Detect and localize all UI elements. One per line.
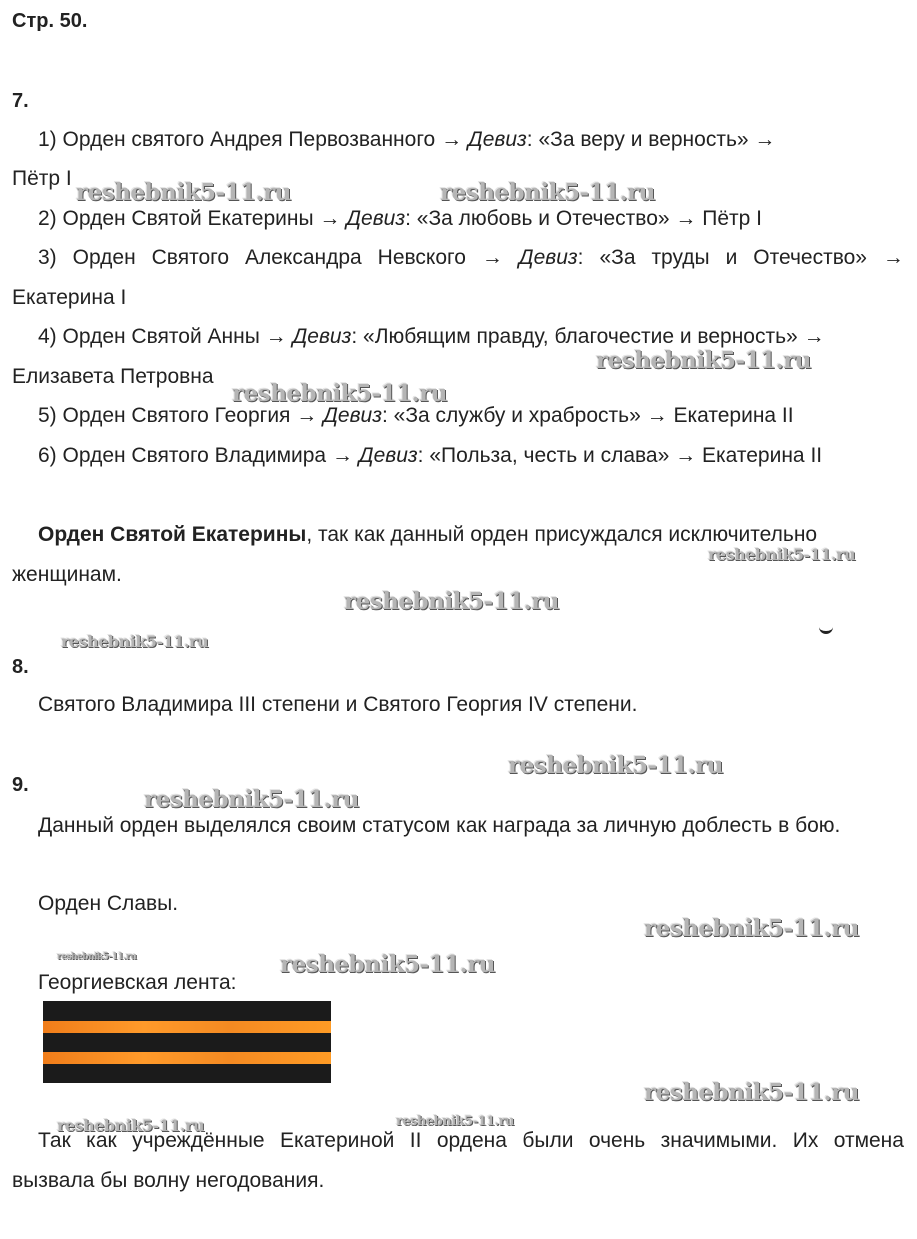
founder: Екатерина II xyxy=(701,444,823,467)
order-word: Орден xyxy=(72,246,136,269)
motto-label: Девиз xyxy=(358,444,418,467)
watermark: reshebnik5-11.ru xyxy=(440,179,655,206)
task-7-answer xyxy=(38,522,817,548)
task-7-item-1 xyxy=(38,127,775,153)
item-number: 5) xyxy=(38,404,57,427)
task-7-item-4-founder: Елизавета Петровна xyxy=(12,365,214,388)
task-7-item-6 xyxy=(38,443,822,469)
item-number: 1) xyxy=(38,128,57,151)
task-7-number: 7. xyxy=(12,90,29,112)
motto-text: : «За службу и храбрость» xyxy=(382,404,641,427)
watermark: reshebnik5-11.ru xyxy=(644,915,859,942)
order-name: Орден святого Андрея Первозванного xyxy=(62,128,436,151)
arrow-icon: → xyxy=(331,444,353,467)
order-name: Орден Святой Анны xyxy=(62,325,260,348)
watermark: reshebnik5-11.ru xyxy=(508,752,723,779)
order-word: Александра xyxy=(244,246,362,269)
task-9-line-1: Данный орден выделялся своим статусом как награда за личную доблесть в бою. xyxy=(38,814,841,837)
order-name: Орден Святого Владимира xyxy=(62,444,327,467)
task-9-number: 9. xyxy=(12,774,29,796)
arrow-icon: → xyxy=(319,207,341,230)
item-number: 6) xyxy=(38,444,57,467)
item-number: 4) xyxy=(38,325,57,348)
order-word: Святого xyxy=(151,246,230,269)
motto-word: «За xyxy=(599,246,636,269)
stray-mark xyxy=(819,624,833,634)
task-7-item-3-founder: Екатерина I xyxy=(12,286,127,309)
arrow-icon: → xyxy=(675,207,697,230)
watermark: reshebnik5-11.ru xyxy=(344,588,559,615)
watermark: reshebnik5-11.ru xyxy=(61,632,209,651)
arrow-icon: → xyxy=(675,444,697,467)
motto-word: Отечество» xyxy=(753,246,867,269)
motto-label: Девиз xyxy=(467,128,527,151)
watermark: reshebnik5-11.ru xyxy=(596,347,811,374)
motto-word: труды xyxy=(651,246,710,269)
answer-order-name: Орден Святой Екатерины xyxy=(38,523,307,546)
task-8-number: 8. xyxy=(12,656,29,678)
founder: Екатерина II xyxy=(673,404,794,427)
motto-label: Девиз xyxy=(346,207,406,230)
task-9-line-2: Орден Славы. xyxy=(38,892,179,915)
order-name: Орден Святой Екатерины xyxy=(62,207,314,230)
item-number: 3) xyxy=(38,246,57,269)
motto-label: Девиз xyxy=(518,246,578,269)
task-9-final-line-1: Так как учреждённые Екатериной II ордена были очень значимыми. Их отмена xyxy=(38,1129,904,1152)
watermark: reshebnik5-11.ru xyxy=(280,951,495,978)
watermark: reshebnik5-11.ru xyxy=(232,380,447,407)
motto-label: Девиз xyxy=(323,404,382,427)
arrow-icon: → xyxy=(441,128,463,151)
arrow-icon: → xyxy=(481,246,503,269)
watermark: reshebnik5-11.ru xyxy=(708,545,856,564)
task-7-item-1-founder: Пётр I xyxy=(12,167,72,190)
ribbon-label: Георгиевская лента: xyxy=(38,971,237,994)
task-8-answer: Святого Владимира III степени и Святого Георгия IV степени. xyxy=(38,693,638,716)
motto-text: : «За любовь и Отечество» xyxy=(405,207,670,230)
founder: Пётр I xyxy=(702,207,763,230)
motto-text: : «За веру и верность» xyxy=(526,128,749,151)
task-7-item-2 xyxy=(38,206,762,232)
page-title: Стр. 50. xyxy=(12,10,88,32)
arrow-icon: → xyxy=(265,325,287,348)
watermark: reshebnik5-11.ru xyxy=(144,786,359,813)
order-name: Орден Святого Георгия xyxy=(62,404,291,427)
task-7-item-3: 3) Орден Святого Александра Невского → Девиз: «За труды и Отечество» → xyxy=(38,246,904,269)
arrow-icon: → xyxy=(646,404,668,427)
watermark: reshebnik5-11.ru xyxy=(644,1079,859,1106)
arrow-icon: → xyxy=(803,325,825,348)
motto-label: Девиз xyxy=(292,325,352,348)
ribbon-orange-stripe xyxy=(43,1052,331,1064)
task-7-answer-line-2: женщинам. xyxy=(12,563,122,586)
task-9-final-line-2: вызвала бы волну негодования. xyxy=(12,1169,325,1192)
motto-word: и xyxy=(725,246,738,269)
watermark: reshebnik5-11.ru xyxy=(57,1116,205,1135)
arrow-icon: → xyxy=(754,128,776,151)
motto-text: : «Любящим правду, благочестие и верность» xyxy=(351,325,798,348)
arrow-icon: → xyxy=(882,246,904,269)
order-word: Невского xyxy=(377,246,466,269)
ribbon-orange-stripe xyxy=(43,1021,331,1033)
item-number: 2) xyxy=(38,207,57,230)
arrow-icon: → xyxy=(296,404,318,427)
st-george-ribbon-image xyxy=(43,1001,331,1083)
answer-reason: , так как данный орден присуждался исключительно xyxy=(306,523,818,546)
watermark: reshebnik5-11.ru xyxy=(396,1114,515,1129)
watermark: reshebnik5-11.ru xyxy=(57,952,137,962)
watermark: reshebnik5-11.ru xyxy=(76,179,291,206)
motto-text: : «Польза, честь и слава» xyxy=(417,444,670,467)
